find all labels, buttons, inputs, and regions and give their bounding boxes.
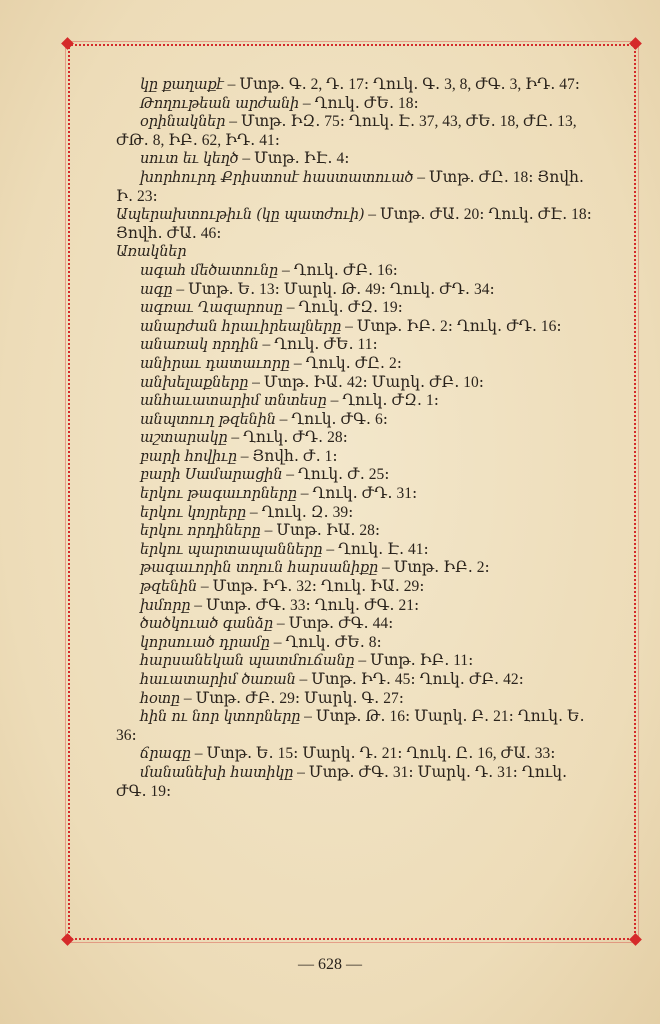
entry-term: անպտուղ թզենին [140,411,276,428]
entry-references: – Մտթ․ ԻԶ․ 75։ Ղուկ․ Է․ 37, 43, ԺԵ․ 18, ԺԸ․ 13, ԺԹ․ 8, ԻԲ․ 62, ԻԴ․ 41։ [116,113,577,149]
index-entry [116,448,596,467]
entry-references: – Մտթ․ ԻԲ․ 2։ [378,559,490,577]
index-entry [116,690,596,709]
index-entry [116,169,596,206]
entry-term: թագաւորին տղուն հարսանիքը [140,560,379,577]
entry-references: – Ղուկ․ ԺԲ․ 16։ [278,261,398,279]
index-entry [116,652,596,671]
entry-references: – Ղուկ․ Է․ 41։ [322,540,429,558]
entry-term: բարի հովիւը [140,448,237,465]
index-entry [116,374,596,393]
index-entry [116,281,596,300]
entry-references: – Մտթ․ ԺԳ․ 44։ [272,615,394,633]
entry-references: – Ղուկ․ Ժ․ 25։ [282,466,390,484]
entry-references: – Ղուկ․ ԺԵ․ 18։ [299,94,419,112]
index-entry [116,243,596,262]
entry-term: երկու որդիները [140,523,261,540]
entry-term: անխելաքները [140,374,249,391]
entry-term: Ապերախտութիւն (կը պատժուի) [116,207,365,224]
entry-references: – Ղուկ․ ԺԴ․ 31։ [296,485,418,503]
index-entry [116,299,596,318]
index-entry [116,597,596,616]
index-entry [116,615,596,634]
entry-term: սուտ եւ կեղծ [140,151,239,168]
entry-term: ագահ մեծատունը [140,262,279,279]
index-entry [116,559,596,578]
entry-references: – Մտթ․ ԻԱ․ 28։ [260,522,381,540]
index-entry [116,541,596,560]
entry-references: – Մտթ․ ԺԳ․ 33։ Ղուկ․ ԺԳ․ 21։ [190,596,420,614]
index-entry [116,671,596,690]
entry-term: կը քաղաքէ [140,77,224,93]
entry-term: հաւատարիմ ծառան [140,672,296,688]
index-entry [116,764,596,801]
entry-term: անառակ որդին [140,337,259,354]
index-entry [116,429,596,448]
entry-term: երկու թագաւորները [140,486,297,503]
index-entry [116,150,596,169]
entry-references: – Մտթ․ Գ․ 2, Դ․ 17։ Ղուկ․ Գ․ 3, 8, ԺԳ․ 3, ԻԴ․ 47։ [223,76,581,93]
index-entry [116,355,596,374]
entry-term: անարժան հրաւիրեալները [140,318,342,335]
entry-term: աշտարակը [140,430,228,447]
entry-references: – Ղուկ․ ԺԵ․ 8։ [269,633,382,651]
page-number: — 628 — [298,956,362,973]
entry-term: հին ու նոր կտորները [140,709,301,726]
index-entry [116,466,596,485]
index-entry [116,411,596,430]
entry-term: մանանեխի հատիկը [140,764,294,781]
entry-term: Առակներ [116,244,187,261]
index-entry [116,392,596,411]
entry-references: – Մտթ․ ԺԸ․ 18։ Յովհ․ Ի․ 23։ [116,168,585,205]
entry-references: – Մտթ․ ԻԱ․ 42։ Մարկ․ ԺԲ․ 10։ [248,373,485,391]
entry-references: – Մտթ․ ԺԳ․ 31։ Մարկ․ Դ․ 31։ Ղուկ․ ԺԳ․ 19։ [116,763,568,800]
entry-term: անհաւատարիմ տնտեսը [140,393,327,410]
index-entry [116,485,596,504]
entry-references: – Ղուկ․ ԺԴ․ 28։ [227,429,348,447]
index-entry [116,708,596,745]
entry-references: – Մտթ․ ԻԲ․ 11։ [354,652,474,670]
entry-term: ճրագը [140,746,191,763]
entry-references: – Ղուկ․ ԺԸ․ 2։ [289,354,402,372]
entry-term: բարի Սամարացին [140,467,283,484]
index-entry [116,206,596,243]
index-entry [116,113,596,150]
index-entry [116,76,596,95]
entry-term: հարսանեկան պատմուճանը [140,653,355,670]
entry-references: – Մտթ․ ԻԴ․ 32։ Ղուկ․ ԻԱ․ 29։ [196,578,425,596]
index-entry [116,318,596,337]
entry-term: ագռաւ Ղազարոսը [140,300,283,317]
index-entry [116,634,596,653]
index-entries [116,76,596,801]
entry-references: – Մտթ․ Ե․ 13։ Մարկ․ Թ․ 49։ Ղուկ․ ԺԴ․ 34։ [172,280,495,298]
index-entry [116,95,596,114]
entry-references: – Մտթ․ ԻԲ․ 2։ Ղուկ․ ԺԴ․ 16։ [341,317,562,335]
entry-term: թզենին [140,579,197,596]
entry-term: ագը [140,281,173,298]
entry-term: օրինակներ [140,114,226,131]
entry-references: – Մտթ․ Ե․ 15։ Մարկ․ Դ․ 21։ Ղուկ․ Ը․ 16, ԺԱ․ 33։ [190,745,556,763]
entry-term: խորհուրդ Քրիստոսէ հաստատուած [140,169,414,186]
entry-term: կորսուած դրամը [140,634,270,651]
entry-references: – Մտթ․ ԺԲ․ 29։ Մարկ․ Գ․ 27։ [179,689,404,707]
index-entry [116,578,596,597]
entry-term: անիրաւ դատաւորը [140,355,290,372]
entry-term: խմորը [140,597,191,614]
entry-term: ծածկուած գանձը [140,616,273,633]
entry-term: Թողութեան արժանի [140,95,300,112]
index-entry [116,504,596,523]
entry-references: – Ղուկ․ ԺԳ․ 6։ [275,410,388,428]
entry-references: – Մտթ․ ԻԷ․ 4։ [238,150,350,168]
index-entry [116,262,596,281]
entry-references: – Ղուկ․ ԺԶ․ 1։ [326,392,439,410]
entry-references: – Ղուկ․ Զ․ 39։ [245,503,354,521]
index-entry [116,745,596,764]
entry-references: – Մտթ․ Թ․ 16։ Մարկ․ Բ․ 21։ Ղուկ․ Ե․ 36։ [116,708,585,744]
entry-references: – Ղուկ․ ԺԶ․ 19։ [282,299,403,317]
index-entry [116,522,596,541]
index-entry [116,336,596,355]
entry-references: – Մտթ․ ԻԴ․ 45։ Ղուկ․ ԺԲ․ 42։ [295,671,524,688]
entry-term: երկու պարտապանները [140,541,323,558]
entry-references: – Յովհ․ Ժ․ 1։ [236,447,338,465]
entry-references: – Մտթ․ ԺԱ․ 20։ Ղուկ․ ԺԷ․ 18։ Յովհ․ ԺԱ․ 46։ [116,206,592,242]
entry-term: երկու կոյրերը [140,504,246,521]
entry-term: հօտը [140,690,180,707]
entry-references: – Ղուկ․ ԺԵ․ 11։ [258,336,378,354]
